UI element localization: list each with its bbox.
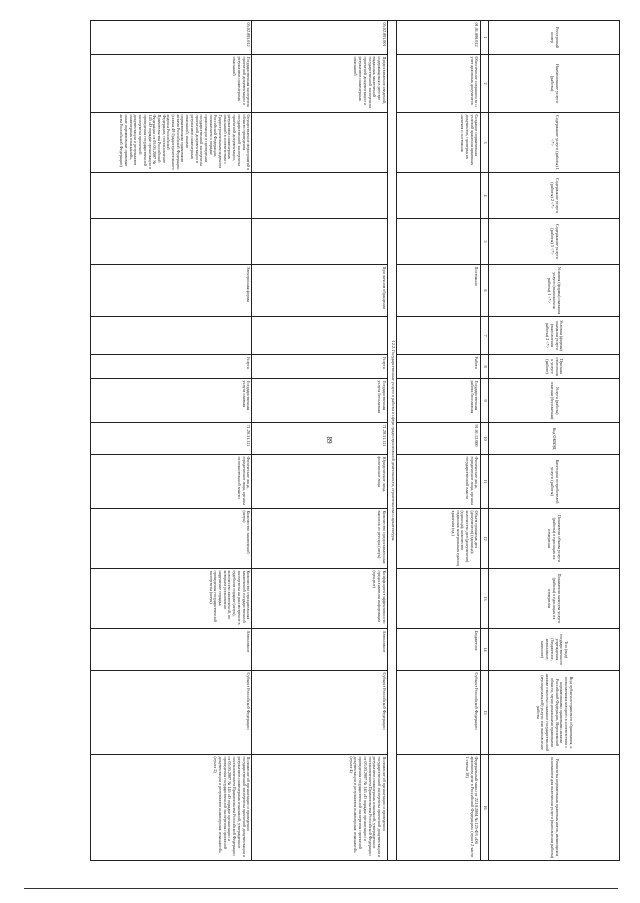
table-row xyxy=(397,21,480,861)
header-cell: Содержание услуги (работы) 3 <*> xyxy=(488,219,619,265)
column-number: 16 xyxy=(480,755,488,861)
column-number: 15 xyxy=(480,671,488,755)
header-cell: Содержание услуги (работы) 1 <*> xyxy=(488,113,619,173)
rotated-page xyxy=(30,20,620,860)
legal-basis: Положение об организации и проведении государственной экспертизы проектной документации и результатов инженерных изысканий, утвержденное постановлением Правительства Российской Федерации от 05.03.2007 № 145 «О порядке организации и проведения государственной экспертизы проектной документации и результатов инженерных изысканий» (пункт 4) xyxy=(252,755,387,861)
service-content-1: Создание нормативных условий хранения архивных документов, проверка их наличия и состояния xyxy=(397,113,480,173)
service-content-3 xyxy=(91,219,252,265)
public-entity-level: Субъект Российской Федерации xyxy=(91,671,252,755)
page-bottom-rule xyxy=(24,888,618,889)
header-cell: Категории потребителей услуги (работы) xyxy=(488,455,619,509)
quality-indicators: Количество отрицательных заключений государственной экспертизы на рассмотрение в судебном порядке (штук), количество заключений, по которым установлено нарушение порядка проведения государственной экспертизы (штук) xyxy=(91,569,252,629)
column-number: 3 xyxy=(480,113,488,173)
service-sign: Услуга xyxy=(252,355,387,379)
service-content-3 xyxy=(397,219,480,265)
okved-code: 71.20.31.111 xyxy=(91,423,252,455)
header-cell: Содержание услуги (работы) 2 <*> xyxy=(488,173,619,219)
header-cell: Показатели качества услуги (работы) в единицах их измерения xyxy=(488,569,619,629)
volume-indicators: Количество предоставленных выписок из реестра (штук) xyxy=(252,509,387,569)
volume-indicators: Количество заключений (штук) xyxy=(91,509,252,569)
header-cell: Реквизиты нормативных правовых актов, являющихся основанием для включения услуги (выполнения работы) xyxy=(488,755,619,861)
service-form-2 xyxy=(397,317,480,355)
registry-number: 05.02.001.001 xyxy=(252,21,387,55)
public-entity-level: Субъект Российской Федерации xyxy=(397,671,480,755)
column-number: 9 xyxy=(480,379,488,423)
service-sign: Работа xyxy=(397,355,480,379)
quality-indicators: Коэффициент эффективности предоставления информации (процент) xyxy=(252,569,387,629)
service-form-2 xyxy=(91,317,252,355)
section-title: 12.2. Государственные услуги и работы в сфере градостроительной деятельности, строительства и архитектуры xyxy=(387,21,396,861)
volume-indicators: Объем принятых дел (документов) (единица); количество дел (документов) (единица); количество отданных контрольных единиц хранения (ед.) xyxy=(397,509,480,569)
header-cell: Условия (формы) оказания услуги (выполнения работы) 2 <*> xyxy=(488,317,619,355)
table-row xyxy=(91,21,252,861)
column-number: 6 xyxy=(480,265,488,317)
header-cell: Наименование услуги (работы) xyxy=(488,55,619,113)
column-number: 8 xyxy=(480,355,488,379)
institution-type: Бюджетное xyxy=(397,629,480,671)
paid-status: Государственная услуга платная xyxy=(91,379,252,423)
column-number-row xyxy=(480,21,488,861)
header-cell: Признак отнесения к услуге (работе) xyxy=(488,355,619,379)
header-cell: Показатели объема услуги (работы) в единицах их измерения xyxy=(488,509,619,569)
header-cell: Реестровый номер xyxy=(488,21,619,55)
registry-number: 01.01.000.012 xyxy=(397,21,480,55)
public-entity-level: Субъект Российской Федерации xyxy=(252,671,387,755)
column-number: 7 xyxy=(480,317,488,355)
service-content-2 xyxy=(91,173,252,219)
service-form-1: Электронная форма xyxy=(91,265,252,317)
paid-status: Государственная работа бесплатная xyxy=(397,379,480,423)
column-number: 12 xyxy=(480,509,488,569)
header-cell: Условия (формы) оказания услуги (выполнения работы) 1 <*> xyxy=(488,265,619,317)
legal-basis: Федеральный закон от 22.10.2004 № 125-ФЗ «Об архивном деле в Российской Федерации» (пункт 2 части 1 статьи 18) xyxy=(397,755,480,861)
page-number: 89 xyxy=(325,436,333,444)
service-content-2 xyxy=(397,173,480,219)
consumer-categories: Физические лица, юридические лица, органы исполнительной власти xyxy=(91,455,252,509)
service-content-1: Осуществление мероприятий в области проведения государственной экспертизы проектной документации, результатов инженерных изысканий в соответствии с Градостроительным кодексом Российской Федерации, положением о порядке организации и проведения государственной экспертизы проектной документации и результатов инженерных изысканий, иными нормативными правовыми актами Российской Федерации (статья 49 Градостроительного кодекса Российской Федерации, постановление Правительства Российской Федерации от 05.03.2007 № 145 «О порядке организации и проведения государственной экспертизы проектной документации и результатов инженерных изысканий», иные нормативные правовые акты Российской Федерации) xyxy=(91,113,252,173)
legal-basis: Положение об организации и проведении государственной экспертизы проектной документации и результатов инженерных изысканий, утвержденное постановлением Правительства Российской Федерации от 05.03.2007 № 145 «О порядке организации и проведения государственной экспертизы проектной документации и результатов инженерных изысканий» (пункт 2) xyxy=(91,755,252,861)
registry-number: 05.02.003.012 xyxy=(91,21,252,55)
header-cell: Вид публично-правового образования, к полномочиям которого в соответствии с нормативными правовыми актами Российской Федерации, Воронежской области, муниципальными правовыми актами отнесено оказание государственной (муниципальной) услуги или выполнение работы xyxy=(488,671,619,755)
service-form-2 xyxy=(252,317,387,355)
column-number: 4 xyxy=(480,173,488,219)
consumer-categories: Физические лица, юридические лица, органы государственной власти xyxy=(397,455,480,509)
service-form-1: Постоянно xyxy=(397,265,480,317)
table-header-row xyxy=(488,21,619,861)
column-number: 1 xyxy=(480,21,488,55)
services-registry-table xyxy=(90,20,620,861)
institution-type: Автономное xyxy=(91,629,252,671)
consumer-categories: Юридические лица, физические лица xyxy=(252,455,387,509)
column-number: 11 xyxy=(480,455,488,509)
quality-indicators xyxy=(397,569,480,629)
header-cell: Услуга (работа) платная (бесплатная) xyxy=(488,379,619,423)
column-number: 13 xyxy=(480,569,488,629)
column-number: 5 xyxy=(480,219,488,265)
paid-status: Государственная услуга бесплатная xyxy=(252,379,387,423)
section-row xyxy=(387,21,396,861)
service-form-1: При личном обращении xyxy=(252,265,387,317)
header-cell: Тип (вид) государственного учреждения (бюджетное, автономное, казенное) xyxy=(488,629,619,671)
service-content-2 xyxy=(252,173,387,219)
service-name: Обеспечение сохранности и учет архивных документов xyxy=(397,55,480,113)
service-content-1 xyxy=(252,113,387,173)
column-number: 2 xyxy=(480,55,488,113)
service-sign: Услуга xyxy=(91,355,252,379)
header-cell: Код ОКВЭД xyxy=(488,423,619,455)
column-number: 10 xyxy=(480,423,488,455)
table-row xyxy=(252,21,387,861)
service-name: Предоставление сведений, содержащихся в реестре выданных заключений государственной экспертизы проектной документации и результатов инженерных изысканий xyxy=(252,55,387,113)
column-number: 14 xyxy=(480,629,488,671)
okved-code: 71.20.31.111 xyxy=(252,423,387,455)
institution-type: Автономное xyxy=(252,629,387,671)
service-content-3 xyxy=(252,219,387,265)
okved-code: 91.01.12.000 xyxy=(397,423,480,455)
service-name: Государственная экспертиза проектной документации и результатов инженерных изысканий xyxy=(91,55,252,113)
